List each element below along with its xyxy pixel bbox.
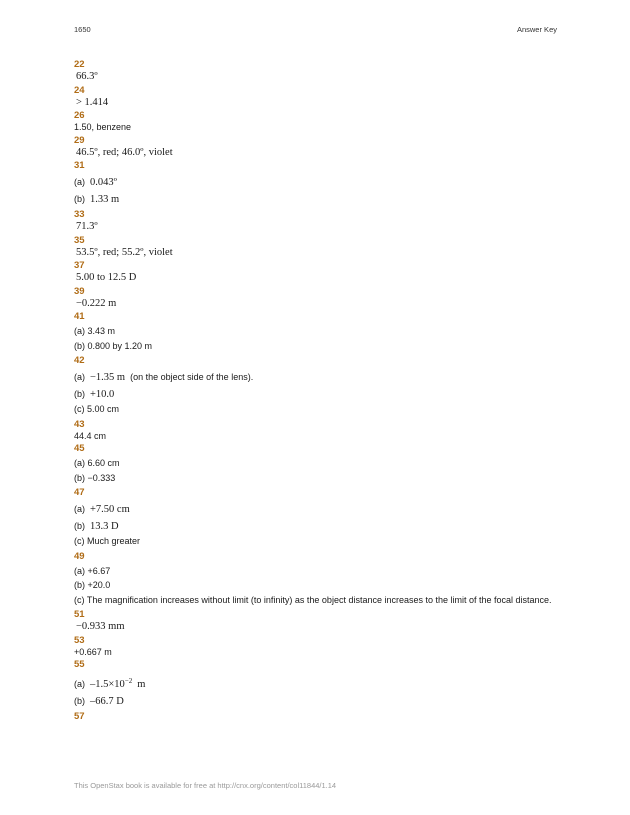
answer-line: +0.667 m bbox=[74, 646, 112, 657]
part-label: (a) bbox=[74, 372, 85, 382]
answer-line: (b) −0.333 bbox=[74, 472, 116, 483]
answer-line: 66.3º bbox=[76, 71, 98, 82]
part-label: (b) bbox=[74, 520, 85, 531]
answer-line: (c) The magnification increases without limit (to infinity) as the object distance increases to the limit of the focal distance. bbox=[74, 594, 552, 605]
answer-value: −1.35 m bbox=[90, 372, 126, 383]
question-number: 33 bbox=[74, 209, 85, 220]
question-number: 55 bbox=[74, 659, 85, 670]
section-title: Answer Key bbox=[516, 25, 557, 34]
answer-line bbox=[74, 177, 558, 189]
question-number: 47 bbox=[74, 487, 85, 498]
question-number: 49 bbox=[74, 550, 85, 562]
answer-line: (a) 6.60 cm bbox=[74, 458, 120, 468]
answer-line: −0.933 mm bbox=[76, 621, 125, 632]
question-number: 42 bbox=[74, 355, 85, 366]
answer-line: (a) 3.43 m bbox=[74, 326, 116, 336]
question-number: 22 bbox=[74, 59, 85, 70]
answer-list bbox=[74, 58, 558, 723]
answer-note: (on the object side of the lens). bbox=[130, 372, 254, 382]
answer-line bbox=[74, 194, 558, 206]
answer-line: 1.50, benzene bbox=[74, 122, 132, 132]
question-number: 26 bbox=[74, 110, 85, 121]
question-number: 24 bbox=[74, 84, 85, 96]
answer-line bbox=[74, 504, 558, 516]
unit: m bbox=[137, 679, 146, 690]
footer-note: This OpenStax book is available for free at http://cnx.org/content/col11844/1.14 bbox=[74, 781, 337, 790]
answer-line: 53.5º, red; 55.2º, violet bbox=[76, 246, 173, 258]
answer-line: −0.222 m bbox=[76, 297, 117, 309]
part-label: (b) bbox=[74, 388, 85, 399]
answer-line: (b) 0.800 by 1.20 m bbox=[74, 340, 153, 351]
part-label: (b) bbox=[74, 695, 85, 706]
answer-line bbox=[74, 521, 558, 533]
answer-line: (c) Much greater bbox=[74, 536, 141, 546]
question-number: 29 bbox=[74, 134, 85, 146]
part-label: (a) bbox=[74, 504, 85, 514]
question-number: 43 bbox=[74, 418, 85, 430]
answer-value: 1.33 m bbox=[90, 193, 120, 205]
answer-line bbox=[74, 696, 558, 708]
part-label: (a) bbox=[74, 177, 85, 187]
answer-line: 44.4 cm bbox=[74, 430, 107, 441]
answer-value: 0.043º bbox=[90, 177, 117, 188]
answer-line bbox=[74, 389, 558, 401]
answer-line: > 1.414 bbox=[76, 96, 109, 108]
question-number: 57 bbox=[74, 711, 85, 722]
part-label: (a) bbox=[74, 679, 85, 689]
answer-value: 13.3 D bbox=[90, 520, 119, 532]
answer-line bbox=[74, 372, 558, 384]
question-number: 51 bbox=[74, 609, 85, 620]
answer-line: (c) 5.00 cm bbox=[74, 404, 120, 414]
answer-line: 46.5º, red; 46.0º, violet bbox=[76, 146, 173, 158]
answer-value: –66.7 D bbox=[90, 695, 124, 707]
answer-line: 71.3º bbox=[76, 221, 98, 232]
answer-value: +7.50 cm bbox=[90, 504, 130, 515]
question-number: 37 bbox=[74, 260, 85, 271]
exponent: −2 bbox=[124, 677, 133, 685]
answer-value: –1.5×10 bbox=[90, 679, 125, 690]
answer-value: +10.0 bbox=[90, 388, 115, 400]
answer-line: (a) +6.67 bbox=[74, 565, 111, 576]
question-number: 53 bbox=[74, 634, 85, 646]
part-label: (b) bbox=[74, 193, 85, 204]
question-number: 45 bbox=[74, 443, 85, 454]
answer-line bbox=[74, 676, 558, 691]
question-number: 35 bbox=[74, 234, 85, 246]
question-number: 31 bbox=[74, 160, 85, 171]
answer-line: 5.00 to 12.5 D bbox=[76, 272, 137, 283]
answer-line: (b) +20.0 bbox=[74, 580, 111, 590]
question-number: 41 bbox=[74, 311, 85, 322]
page-number: 1650 bbox=[74, 25, 91, 34]
question-number: 39 bbox=[74, 285, 85, 297]
